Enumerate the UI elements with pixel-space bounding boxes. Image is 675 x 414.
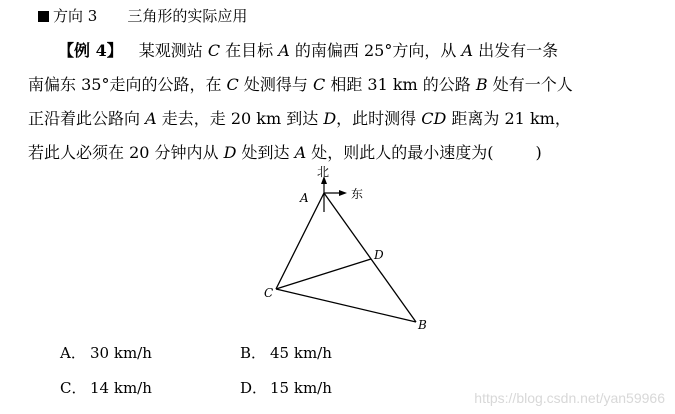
text-segment: 若此人必须在 20 分钟内从 — [28, 143, 224, 162]
text-segment: ，此时测得 — [336, 109, 422, 128]
segment-AC — [276, 193, 324, 289]
option-d[interactable] — [240, 377, 332, 398]
segment-CD — [276, 259, 371, 289]
section-title: 三角形的实际应用 — [127, 7, 248, 25]
text-segment: 距离为 21 km， — [446, 109, 571, 128]
point-label-A: A — [300, 191, 309, 205]
point-var: A — [278, 41, 290, 60]
point-label-D: D — [374, 248, 384, 262]
text-segment: 处，则此人的最小速度为( — [306, 143, 494, 162]
point-label-C: C — [264, 286, 274, 300]
option-a[interactable] — [60, 342, 152, 363]
text-segment: 在目标 — [220, 41, 279, 60]
point-label-B: B — [418, 318, 427, 332]
text-segment: 处有一个人 — [487, 75, 573, 94]
point-var: A — [294, 143, 307, 162]
point-var: C — [312, 75, 326, 94]
option-c[interactable] — [60, 377, 152, 398]
option-b[interactable] — [240, 342, 332, 363]
east-arrow-icon — [339, 190, 347, 196]
point-var: C — [226, 75, 239, 94]
north-label: 北 — [317, 165, 330, 179]
example-tag: 【例 4】 — [58, 41, 123, 60]
option-text: 45 km/h — [270, 344, 332, 362]
point-var: A — [145, 109, 157, 128]
text-segment: 正沿着此公路向 — [28, 109, 146, 128]
option-letter: D． — [240, 379, 268, 397]
option-text: 14 km/h — [90, 379, 152, 397]
text-segment: 的南偏西 25°方向，从 — [289, 41, 462, 60]
text-segment: 相距 31 km 的公路 — [325, 75, 476, 94]
option-letter: A． — [60, 344, 86, 362]
point-var: D — [223, 143, 237, 162]
section-label: 方向 3 — [53, 7, 98, 25]
point-var: D — [323, 109, 337, 128]
point-var: C — [207, 41, 221, 60]
text-segment: 南偏东 35°走向的公路，在 — [28, 75, 227, 94]
east-label: 东 — [351, 187, 364, 201]
point-var: B — [475, 75, 488, 94]
option-letter: B． — [240, 344, 267, 362]
segment-var: CD — [421, 109, 447, 128]
segment-CB — [276, 289, 416, 322]
option-text: 15 km/h — [270, 379, 332, 397]
text-segment: 走去，走 20 km 到达 — [156, 109, 324, 128]
option-text: 30 km/h — [90, 344, 152, 362]
text-segment: 处测得与 — [238, 75, 313, 94]
text-segment: 出发有一条 — [473, 41, 559, 60]
point-var: A — [461, 41, 473, 60]
text-segment: 处到达 — [236, 143, 295, 162]
segment-AB — [324, 193, 416, 322]
watermark: https://blog.csdn.net/yan59966 — [474, 390, 665, 406]
text-segment: ) — [535, 143, 542, 162]
option-letter: C． — [60, 379, 87, 397]
text-segment: 某观测站 — [138, 41, 208, 60]
